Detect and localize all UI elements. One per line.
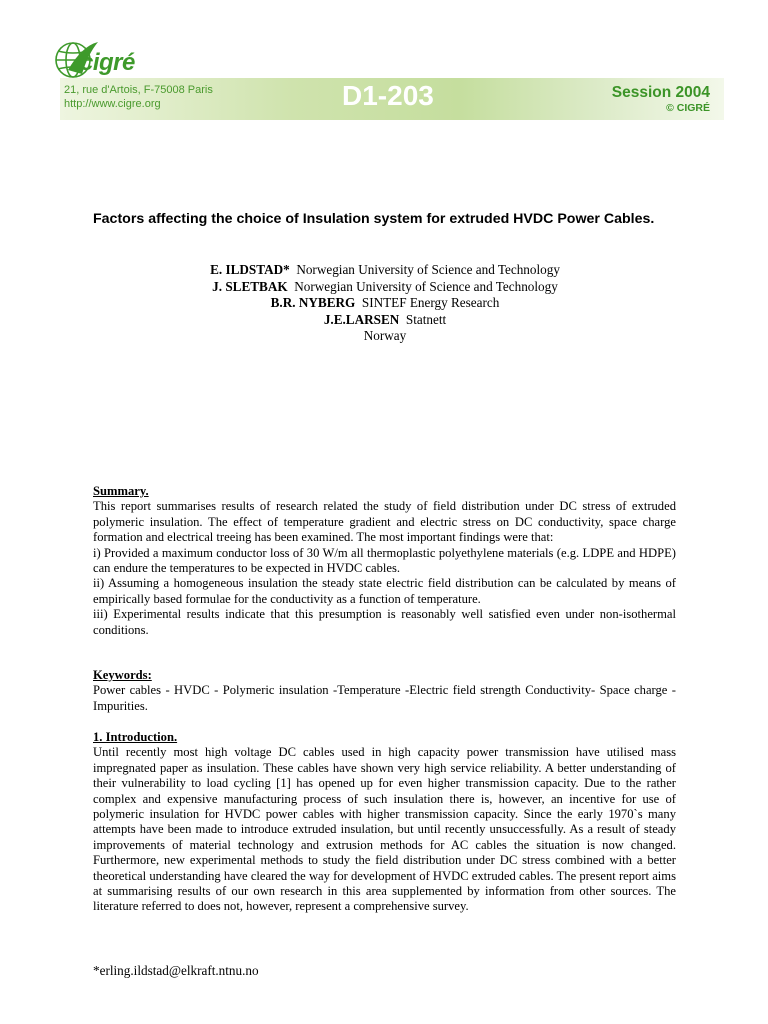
- author-email-footnote: *erling.ildstad@elkraft.ntnu.no: [93, 963, 259, 978]
- author-affiliation: Norwegian University of Science and Technology: [296, 262, 560, 277]
- summary-paragraph: This report summarises results of research related the study of field distribution under DC stress of extruded polymeric insulation. The effect of temperature gradient and electric stress on DC conductivity, space charge formation and electrical treeing has been examined. The most important findings were that:: [93, 499, 676, 545]
- summary-heading: Summary.: [93, 484, 149, 498]
- author-line: [93, 312, 677, 329]
- organization-address: [64, 84, 213, 111]
- address-line: 21, rue d'Artois, F-75008 Paris: [64, 84, 213, 96]
- author-list: [93, 262, 677, 345]
- author-affiliation: Statnett: [405, 311, 447, 327]
- cigre-logo-text: cigré: [80, 49, 135, 76]
- keywords-section: [93, 668, 676, 714]
- author-line: [93, 295, 677, 312]
- author-country: Norway: [363, 328, 407, 343]
- website-url: http://www.cigre.org: [64, 97, 161, 110]
- session-block: [612, 84, 710, 114]
- author-line: [93, 279, 677, 296]
- introduction-paragraph: Until recently most high voltage DC cables used in high capacity power transmission have utilised mass impregnated paper as insulation. These cables have shown very high service reliability. A better understanding of their vulnerability to load cycling [1] has opened up for even higher transmission capacity. Due to the rather complex and expensive manufacturing process of such insulation there is, however, an incentive for use of polymeric insulation for HVDC power cables with higher transmission capacity. Since the early 1970`s many attempts have been made to introduce extruded insulation, but until recently unsuccessfully. As a result of steady improvements of material technology and extrusion methods for AC cables the situation is now changed. Furthermore, new experimental methods to study the field distribution under DC stress combined with a better theoretical understanding have cleared the way for development of HVDC extruded cables. The present report aims at summarising results of our own research in this area supplemented by information from other sources. The literature referred to does not, however, represent a comprehensive survey.: [93, 745, 676, 914]
- author-affiliation: Norwegian University of Science and Technology: [294, 278, 558, 294]
- summary-finding: iii) Experimental results indicate that this presumption is reasonably well satisfied even under non-isothermal conditions.: [93, 607, 676, 637]
- introduction-heading: 1. Introduction.: [93, 730, 178, 744]
- author-name: J.E.LARSEN: [323, 311, 400, 327]
- copyright-label: © CIGRÉ: [666, 102, 710, 114]
- session-label: Session 2004: [611, 84, 710, 101]
- paper-title: Factors affecting the choice of Insulation system for extruded HVDC Power Cables.: [93, 211, 655, 227]
- document-code: D1-203: [342, 80, 434, 111]
- author-name: B.R. NYBERG: [270, 295, 356, 310]
- author-line: [93, 262, 677, 279]
- introduction-section: [93, 730, 676, 915]
- author-name: E. ILDSTAD*: [210, 262, 290, 277]
- summary-section: [93, 484, 676, 638]
- author-affiliation: SINTEF Energy Research: [361, 295, 500, 310]
- keywords-heading: Keywords:: [93, 668, 152, 682]
- summary-finding: i) Provided a maximum conductor loss of 30 W/m all thermoplastic polyethylene materials (e.g. LDPE and HDPE) can endure the temperatures to be expected in HVDC cables.: [93, 545, 676, 576]
- keywords-text: Power cables - HVDC - Polymeric insulation -Temperature -Electric field strength Conductivity- Space charge -Impurities.: [93, 683, 676, 713]
- author-name: J. SLETBAK: [212, 278, 288, 294]
- summary-finding: ii) Assuming a homogeneous insulation the steady state electric field distribution can be calculated by means of empirically based formulae for the conductivity as a function of temperature.: [93, 576, 676, 606]
